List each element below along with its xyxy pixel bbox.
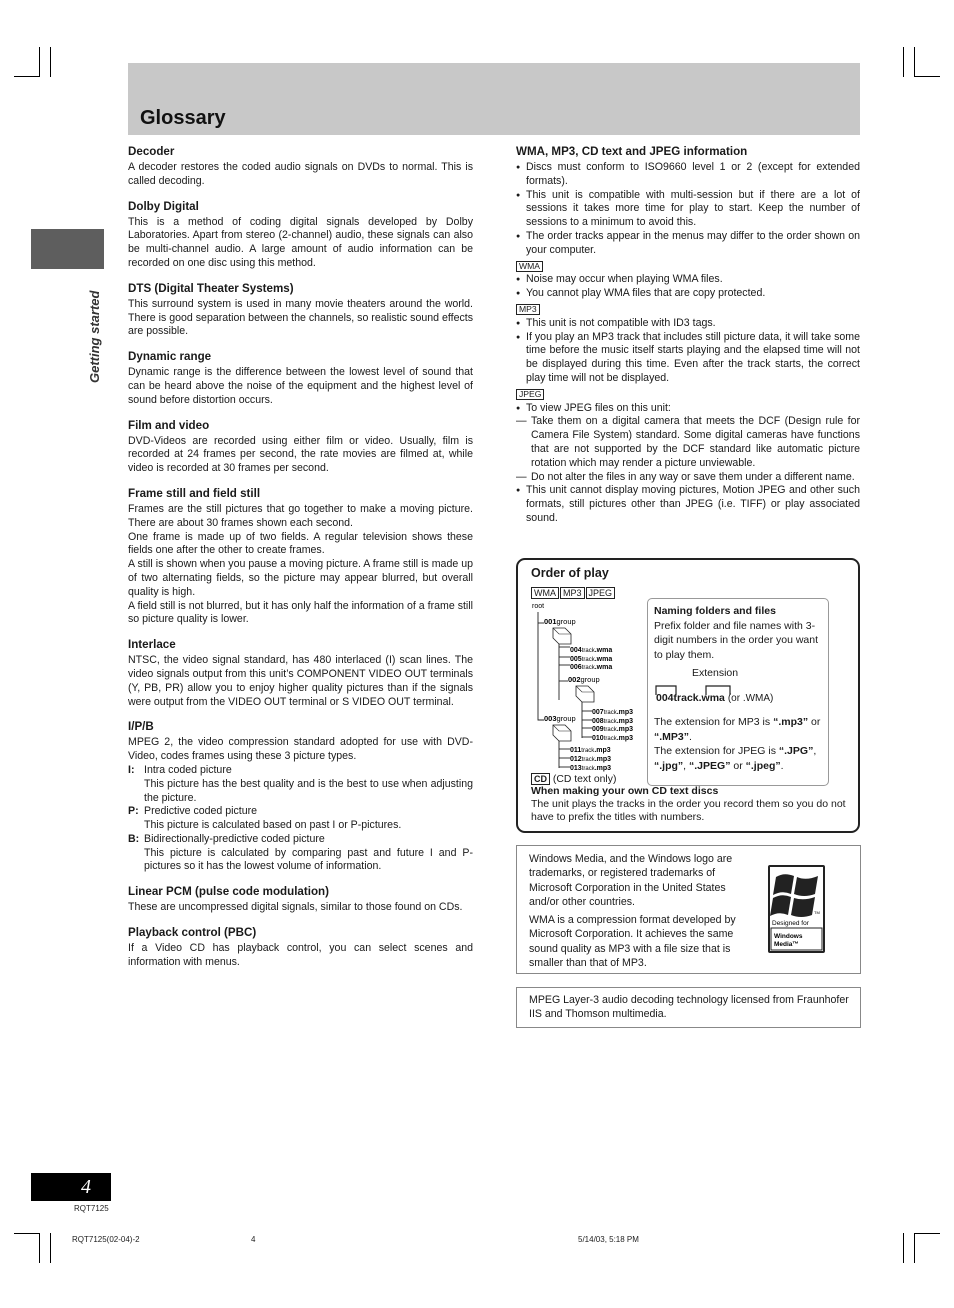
- track-label: 011track.mp3: [570, 747, 611, 754]
- bullet-item: ● This unit is compatible with multi-session but if there are a lot of sessions it takes more time for play to start. Keep the number of sessions to a minimum to avoid this.: [516, 189, 860, 230]
- example-filename-row: [656, 692, 773, 706]
- crop-mark: [914, 76, 940, 77]
- bullet-item: ● Noise may occur when playing WMA files.: [516, 273, 860, 287]
- section-label: Getting started: [87, 290, 102, 383]
- windows-flag-icon: [770, 867, 823, 951]
- footer-timestamp: 5/14/03, 5:18 PM: [578, 1235, 639, 1244]
- callout-heading: Naming folders and files: [654, 605, 776, 617]
- bullet-item: ● The order tracks appear in the menus may differ to the order shown on your computer.: [516, 230, 860, 258]
- entry-heading: Dynamic range: [128, 350, 212, 364]
- entry-text: MPEG 2, the video compression standard adopted for use with DVD-Video, codes frames using these 3 picture types.: [128, 736, 473, 763]
- order-of-play-title: Order of play: [531, 566, 609, 580]
- entry-heading: Playback control (PBC): [128, 926, 257, 940]
- trademark-text: Windows Media, and the Windows logo are trademarks, or registered trademarks of Microsoft Corporation in the United States and/or other countries.: [529, 853, 733, 909]
- bullet-item: ● Discs must conform to ISO9660 level 1 or 2 (except for extended formats).: [516, 161, 860, 189]
- root-label: root: [532, 603, 545, 610]
- entry-ipb: [128, 720, 473, 874]
- jpeg-tag: JPEG: [586, 587, 616, 599]
- picture-type-value: Intra coded picture: [144, 763, 232, 776]
- jpeg-tag: JPEG: [516, 389, 544, 400]
- picture-type-value: Bidirectionally-predictive coded picture: [144, 832, 325, 845]
- entry-dynamic-range: [128, 350, 473, 407]
- folder-icon: [576, 686, 594, 702]
- entry-heading: WMA, MP3, CD text and JPEG information: [516, 145, 748, 158]
- wma-tag: WMA: [516, 261, 543, 272]
- crop-mark: [50, 47, 51, 77]
- naming-callout-body: [654, 604, 826, 662]
- callout-text: Prefix folder and file names with 3-digit numbers in the order you want to play them.: [654, 619, 819, 661]
- track-label: 006track.wma: [570, 664, 613, 671]
- entry-heading: Film and video: [128, 418, 210, 432]
- crop-mark: [14, 76, 40, 77]
- crop-mark: [903, 47, 904, 77]
- bullet-item: ● This unit is not compatible with ID3 tags.: [516, 317, 860, 331]
- crop-mark: [14, 1233, 40, 1234]
- entry-text: One frame is made up of two fields. A regular television shows these fields one after the other to create frames.: [128, 530, 473, 557]
- logo-media: Media™: [774, 941, 799, 948]
- header-bar: [128, 63, 860, 135]
- naming-callout: [647, 598, 829, 786]
- license-text: MPEG Layer-3 audio decoding technology licensed from Fraunhofer IIS and Thomson multimedia.: [529, 994, 849, 1021]
- track-label: 013track.mp3: [570, 765, 612, 772]
- entry-text: A decoder restores the coded audio signals on DVDs to normal. This is called decoding.: [128, 161, 473, 187]
- mp3-tag: MP3: [560, 587, 585, 599]
- track-label: 007track.mp3: [592, 709, 634, 716]
- dash-item: — Do not alter the files in any way or save them under a different name.: [516, 471, 860, 485]
- page-number: 4: [31, 1173, 111, 1201]
- license-box: [516, 987, 861, 1028]
- entry-heading: Decoder: [128, 145, 175, 158]
- bullet-item: ● This unit cannot display moving pictures, Motion JPEG and other such formats, still pictures other than JPEG (i.e. TIFF) or play associated sound.: [516, 484, 860, 525]
- track-label: 009track.mp3: [592, 726, 634, 733]
- cd-note: (CD text only): [552, 774, 617, 785]
- footer-page: 4: [251, 1235, 256, 1244]
- crop-mark: [914, 1233, 940, 1234]
- logo-tm: TM: [814, 910, 820, 915]
- jpeg-extension-note: The extension for JPEG is “.JPG”, “.jpg”, “.JPEG” or “.jpeg”.: [654, 745, 817, 772]
- bullet-item: ● If you play an MP3 track that includes still picture data, it will take some time before the music itself starts playing and the elapsed time will not be displayed during this time. Even after the track starts, the correct play time will not be displayed.: [516, 331, 860, 386]
- model-code: RQT7125: [74, 1204, 109, 1213]
- entry-heading: I/P/B: [128, 720, 154, 734]
- entry-heading: DTS (Digital Theater Systems): [128, 281, 294, 295]
- entry-heading: Interlace: [128, 638, 176, 652]
- wma-description: WMA is a compression format developed by Microsoft Corporation. It achieves the same sound quality as MP3 with a file size that is smaller than that of MP3.: [529, 914, 736, 970]
- cd-tag: CD: [531, 773, 550, 785]
- page-title: Glossary: [140, 107, 226, 129]
- track-label: 008track.mp3: [592, 718, 634, 725]
- side-tab: [31, 229, 104, 269]
- crop-mark: [914, 1233, 915, 1263]
- group-label: 003group: [544, 714, 576, 723]
- track-label: 005track.wma: [570, 656, 613, 663]
- cd-heading: When making your own CD text discs: [531, 785, 719, 797]
- entry-text: These are uncompressed digital signals, similar to those found on CDs.: [128, 901, 463, 914]
- picture-type-desc: This picture has the best quality and is the best to use when adjusting the picture.: [144, 777, 473, 804]
- crop-mark: [903, 1233, 904, 1263]
- entry-heading: Frame still and field still: [128, 486, 261, 500]
- entry-text: A field still is not blurred, but it has only half the information of a frame still so picture quality is lower.: [128, 599, 473, 626]
- bullet-item: ● You cannot play WMA files that are copy protected.: [516, 287, 860, 301]
- dash-item: — Take them on a digital camera that meets the DCF (Design rule for Camera File System) standard. Some digital cameras have functions that are not supported by the DCF standard like automatic picture rotation which may render a picture unviewable.: [516, 415, 860, 470]
- folder-icon: [553, 725, 571, 741]
- entry-text: Dynamic range is the difference between the lowest level of sound that can be heard above the noise of the equipment and the highest level of sound before distortion occurs.: [128, 366, 473, 406]
- footer-file-code: RQT7125(02-04)-2: [72, 1235, 140, 1244]
- cd-text: The unit plays the tracks in the order you record them so you do not have to prefix the titles with numbers.: [531, 798, 846, 824]
- example-filename: 004track.wma: [656, 692, 725, 704]
- entry-pbc: [128, 926, 473, 970]
- glossary-left-column: [128, 145, 473, 981]
- logo-designed-for: Designed for: [772, 920, 809, 927]
- picture-type-desc: This picture is calculated based on past I or P-pictures.: [144, 819, 402, 832]
- entry-text: A still is shown when you pause a moving picture. A frame still is made up of two alternating fields, so the picture may appear blurred, but overall quality is high.: [128, 558, 473, 598]
- entry-dts: [128, 282, 473, 339]
- example-alt: (or .WMA): [727, 693, 774, 704]
- entry-text: NTSC, the video signal standard, has 480 interlaced (I) scan lines. The video signals output from this unit’s COMPONENT VIDEO OUT terminals (Y, PB, PR) allow you to enjoy higher quality pictures than if the signals were output from the VIDEO OUT terminal or S VIDEO OUT terminal.: [128, 654, 473, 708]
- entry-heading: Linear PCM (pulse code modulation): [128, 885, 329, 899]
- crop-mark: [39, 1233, 40, 1263]
- picture-type-value: Predictive coded picture: [144, 805, 258, 818]
- entry-decoder: [128, 145, 473, 189]
- picture-type-key: I:: [128, 763, 135, 776]
- track-label: 010track.mp3: [592, 735, 634, 742]
- logo-windows: Windows: [774, 933, 803, 940]
- extension-label: Extension: [692, 667, 739, 679]
- track-label: 004track.wma: [570, 647, 613, 654]
- mp3-tag: MP3: [516, 304, 540, 315]
- glossary-right-column: [516, 145, 860, 526]
- crop-mark: [39, 47, 40, 77]
- folder-icon: [553, 628, 571, 644]
- entry-heading: Dolby Digital: [128, 199, 199, 213]
- wma-tag: WMA: [531, 587, 559, 599]
- entry-text: Frames are the still pictures that go together to make a moving picture. There are about 30 frames shown each second.: [128, 502, 473, 529]
- entry-linear-pcm: [128, 885, 473, 915]
- mp3-extension-note: The extension for MP3 is “.mp3” or “.MP3”.: [654, 716, 821, 743]
- entry-text: This is a method of coding digital signals developed by Dolby Laboratories. Apart from stereo (2-channel) audio, these signals can also be multi-channel audio. A large amount of audio information can be recorded on one disc using this method.: [128, 215, 473, 269]
- entry-interlace: [128, 638, 473, 709]
- bullet-item: ● To view JPEG files on this unit:: [516, 402, 860, 416]
- windows-media-logo: [768, 865, 825, 953]
- track-label: 012track.mp3: [570, 756, 612, 763]
- entry-text: This surround system is used in many movie theaters around the world. There is good separation between the channels, so realistic sound effects are possible.: [128, 297, 473, 338]
- crop-mark: [50, 1233, 51, 1263]
- entry-frame-still: [128, 487, 473, 627]
- entry-text: If a Video CD has playback control, you can select scenes and information with menus.: [128, 942, 473, 968]
- entry-film-and-video: [128, 419, 473, 476]
- picture-type-key: P:: [128, 805, 139, 818]
- crop-mark: [914, 47, 915, 77]
- entry-text: DVD-Videos are recorded using either film or video. Usually, film is recorded at 24 frames per second, the rate movies are filmed at, while video is recorded at 30 frames per second.: [128, 434, 473, 475]
- entry-dolby-digital: [128, 200, 473, 271]
- picture-type-p: [128, 805, 473, 819]
- group-label: 002group: [568, 675, 600, 684]
- group-label: 001group: [544, 617, 576, 626]
- picture-type-desc: This picture is calculated by comparing past and future I and P-pictures so it has the lowest volume of information.: [144, 846, 473, 873]
- picture-type-i: [128, 764, 473, 778]
- picture-type-key: B:: [128, 832, 140, 845]
- extension-notes: [654, 715, 828, 773]
- picture-type-b: [128, 833, 473, 847]
